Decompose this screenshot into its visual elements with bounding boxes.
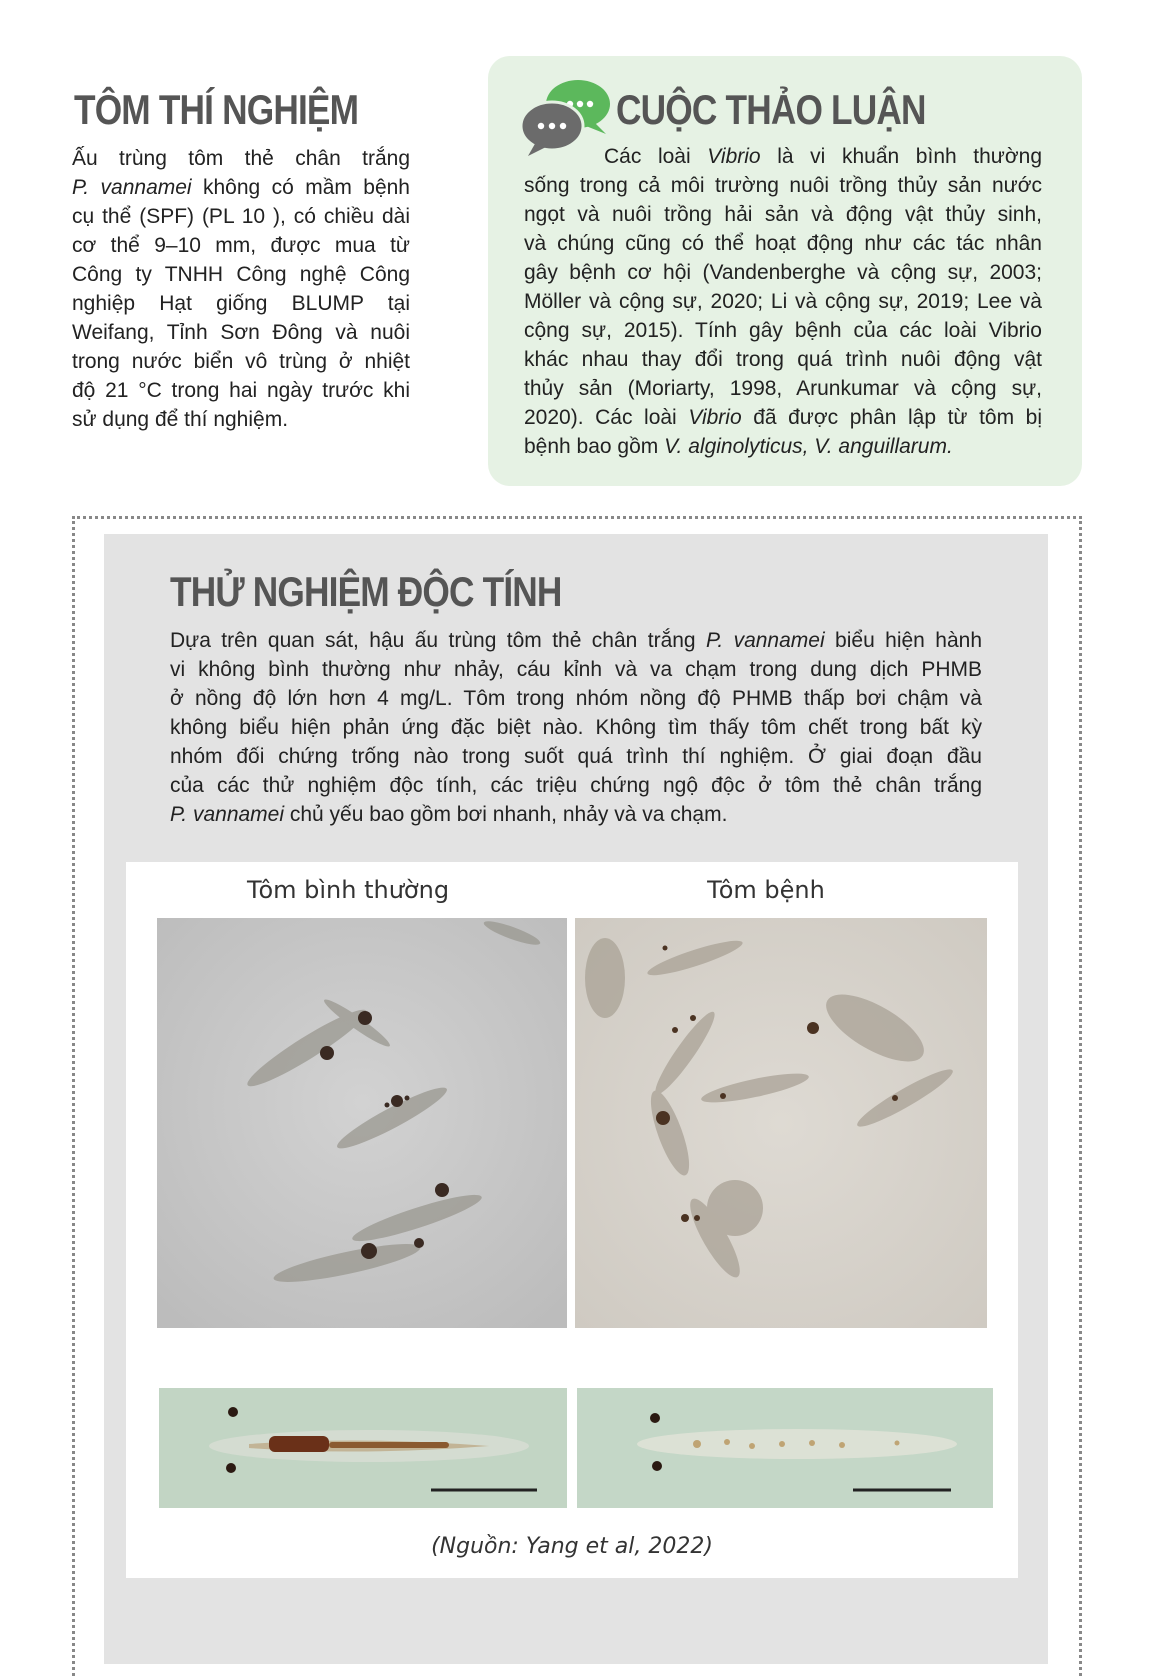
text-line: bệnh bao gồm V. alginolyticus, V. anguillarum. <box>524 435 953 458</box>
text-fragment: không có mầm bệnh <box>203 176 410 199</box>
text-line: sử dụng để thí nghiệm. <box>72 408 289 431</box>
text-line: P. vannamei chủ yếu bao gồm bơi nhanh, nhảy và va chạm. <box>170 803 728 826</box>
italic-term: V. alginolyticus, V. anguillarum. <box>664 435 953 458</box>
italic-term: P. vannamei <box>706 629 825 652</box>
text-line: thủy sản (Moriarty, 1998, Arunkumar và cộng sự, <box>524 377 1042 400</box>
text-line: độ 21 °C trong hai ngày trước khi <box>72 379 410 402</box>
text-line: khác nhau thay đổi trong quá trình nuôi động vật <box>524 348 1042 371</box>
text-line: Công ty TNHH Công nghệ Công <box>72 263 410 286</box>
normal-shrimp-micrograph <box>159 1388 567 1508</box>
sick-shrimp-photo <box>575 918 987 1328</box>
text-line: vi không bình thường như nhảy, cáu kỉnh và va chạm trong dung dịch PHMB <box>170 658 982 681</box>
toxicity-panel <box>104 534 1048 1664</box>
text-line: Các loài Vibrio là vi khuẩn bình thường <box>604 145 1042 168</box>
text-line: Möller và cộng sự, 2020; Li và cộng sự, 2019; Lee và <box>524 290 1042 313</box>
discussion-box <box>488 56 1082 486</box>
text-line: cộng sự, 2015). Tính gây bệnh của các loài Vibrio <box>524 319 1042 342</box>
text-line: Weifang, Tỉnh Sơn Đông và nuôi <box>72 321 410 344</box>
toxicity-title: THỬ NGHIỆM ĐỘC TÍNH <box>170 568 562 615</box>
sick-shrimp-label: Tôm bệnh <box>707 876 825 904</box>
text-line <box>72 173 410 202</box>
shrimp-section-title: TÔM THÍ NGHIỆM <box>74 86 359 133</box>
normal-shrimp-label: Tôm bình thường <box>246 876 450 904</box>
text-line: và chúng cũng có thể hoạt động như các tác nhân <box>524 232 1042 255</box>
text-line: gây bệnh cơ hội (Vandenberghe và cộng sự, 2003; <box>524 261 1042 284</box>
discussion-text <box>524 142 1042 461</box>
text-line: Ấu trùng tôm thẻ chân trắng <box>72 147 410 170</box>
text-line: cụ thể (SPF) (PL 10 ), có chiều dài <box>72 205 410 228</box>
text-line: sống trong cả môi trường nuôi trồng thủy sản nước <box>524 174 1042 197</box>
text-line: cơ thể 9–10 mm, được mua từ <box>72 234 410 257</box>
species-name: P. vannamei <box>72 176 192 199</box>
text-line: ở nồng độ lớn hơn 4 mg/L. Tôm trong nhóm nồng độ PHMB thấp bơi chậm và <box>170 687 982 710</box>
text-line: Dựa trên quan sát, hậu ấu trùng tôm thẻ chân trắng P. vannamei biểu hiện hành <box>170 629 982 652</box>
italic-term: P. vannamei <box>170 803 285 826</box>
normal-shrimp-photo <box>157 918 567 1328</box>
shrimp-section-text <box>72 144 410 434</box>
text-line: nghiệp Hạt giống BLUMP tại <box>72 292 410 315</box>
toxicity-text <box>170 626 982 829</box>
text-line: 2020). Các loài Vibrio đã được phân lập từ tôm bị <box>524 406 1042 429</box>
shrimp-comparison-figure <box>126 862 1018 1578</box>
text-line: nhóm đối chứng trống nào trong suốt quá trình thí nghiệm. Ở giai đoạn đầu <box>170 745 982 768</box>
sick-shrimp-micrograph <box>577 1388 993 1508</box>
discussion-title: CUỘC THẢO LUẬN <box>616 86 926 133</box>
shrimp-section <box>72 82 410 434</box>
text-line: trong nước biển vô trùng ở nhiệt <box>72 350 410 373</box>
italic-term: Vibrio <box>707 145 761 168</box>
text-line: của các thử nghiệm độc tính, các triệu chứng ngộ độc ở tôm thẻ chân trắng <box>170 774 982 797</box>
italic-term: Vibrio <box>688 406 742 429</box>
figure-source: (Nguồn: Yang et al, 2022) <box>431 1534 713 1559</box>
text-line: ngọt và nuôi trồng hải sản và động vật thủy sinh, <box>524 203 1042 226</box>
text-line: không biểu hiện phản ứng đặc biệt nào. Không tìm thấy tôm chết trong bất kỳ <box>170 716 982 739</box>
